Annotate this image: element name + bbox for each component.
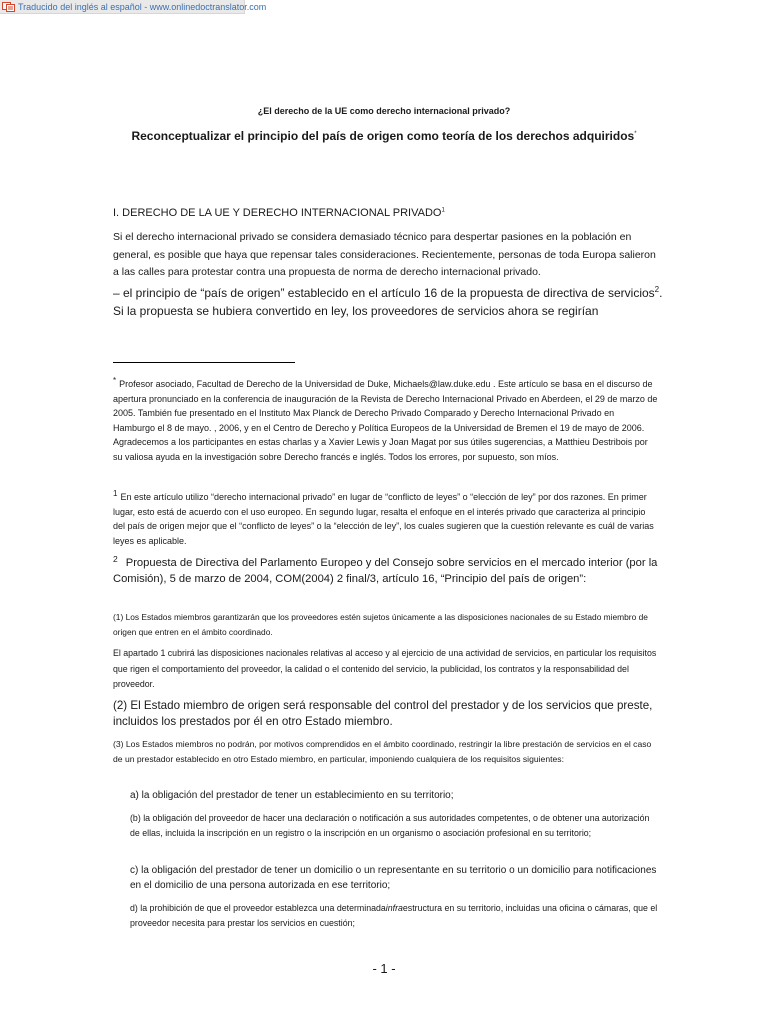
- requirement-item-b: (b) la obligación del proveedor de hacer una declaración o notificación a sus autoridades competentes, o de obtener una autorización de ellas, incluida la inscripción en un registro o la inscripción en un organismo o asociación profesional en su territorio;: [130, 813, 650, 839]
- footnote-1-mark: 1: [113, 489, 118, 498]
- document-subtitle: [0, 129, 768, 143]
- footnote-2-text: Propuesta de Directiva del Parlamento Europeo y del Consejo sobre servicios en el mercado interior (por la Comisión), 5 de marzo de 2004, COM(2004) 2 final/3, artículo 16, “Principio del país de origen”:: [113, 557, 658, 585]
- article-paragraph-3: (3) Los Estados miembros no podrán, por motivos comprendidos en el ámbito coordinado, restringir la libre prestación de servicios en el caso de un prestador establecido en otro Estado miembro, en particular, imponiendo cualquiera de los requisitos siguientes:: [113, 739, 652, 765]
- body-large-text: – el principio de “país de origen” establecido en el artículo 16 de la propuesta de directiva de servicios: [113, 286, 655, 300]
- subtitle-text: Reconceptualizar el principio del país de origen como teoría de los derechos adquiridos: [131, 129, 635, 143]
- footnote-author-text: Profesor asociado, Facultad de Derecho de la Universidad de Duke, Michaels@law.duke.edu . Este artículo se basa en el discurso de apertura pronunciado en la conferencia de inauguración de la Revista de Derecho Internacional Privado en Aberdeen, el 29 de marzo de 2005. También fue presentado en el Instituto Max Planck de Derecho Privado Comparado y Derecho Internacional Privado en Hamburgo el 8 de mayo. , 2006, y en el Centro de Derecho y Política Europeos de la Universidad de Bremen el 19 de mayo de 2006. Agradecemos a los participantes en estas charlas y a Xavier Lewis y Joan Magat por sus útiles sugerencias, a Matthieu Destribois por su valiosa ayuda en la investigación sobre Derecho francés e inglés. Todos los errores, por supuesto, son míos.: [113, 379, 658, 462]
- section-heading: [113, 207, 445, 219]
- footnote-divider: [113, 362, 295, 363]
- body-paragraph: Si el derecho internacional privado se considera demasiado técnico para despertar pasiones en la población en general, es posible que haya que repensar tales consideraciones. Recientemente, personas de toda Europa salieron a las calles para protestar contra una propuesta de norma de derecho internacional privado.: [113, 231, 656, 279]
- heading-footnote-mark[interactable]: 1: [441, 207, 445, 214]
- footnote-star-mark: *: [113, 376, 117, 385]
- footnote-1: [113, 487, 658, 548]
- translator-link[interactable]: Traducido del inglés al español - www.onlinedoctranslator.com: [18, 1, 267, 12]
- section-heading-text: I. DERECHO DE LA UE Y DERECHO INTERNACIONAL PRIVADO: [113, 207, 442, 219]
- item-d-text-end: estructura en su territorio, incluidas una oficina o cámaras, que el proveedor necesita para prestar los servicios en cuestión;: [130, 903, 658, 929]
- footnote-1-text: En este artículo utilizo “derecho internacional privado” en lugar de “conflicto de leyes” o “elección de ley” por dos razones. En primer lugar, esto está de acuerdo con el uso europeo. En segundo lugar, resalta el enfoque en el interés privado que caracteriza al principio del país de origen mejor que el “conflicto de leyes” o la “elección de ley”, los cuales sugieren que la cuestión relevante es cuál de varias leyes es aplicable.: [113, 492, 654, 546]
- article-paragraph-1-detail: El apartado 1 cubrirá las disposiciones nacionales relativas al acceso y al ejercicio de una actividad de servicios, en particular los requisitos que rigen el comportamiento del proveedor, la calidad o el contenido del servicio, la publicidad, los contratos y la responsabilidad del proveedor.: [113, 648, 657, 689]
- item-d-italic: infra: [385, 903, 403, 913]
- document-title: ¿El derecho de la UE como derecho internacional privado?: [257, 106, 511, 116]
- page-number: - 1 -: [372, 961, 396, 976]
- requirement-item-d: [130, 901, 658, 931]
- article-paragraph-2: (2) El Estado miembro de origen será responsable del control del prestador y de los servicios que preste, incluidos los prestados por él en otro Estado miembro.: [113, 699, 653, 728]
- subtitle-footnote-mark[interactable]: *: [634, 131, 637, 137]
- body-large-text-end: . Si la propuesta se hubiera convertido en ley, los proveedores de servicios ahora se regirían: [113, 286, 663, 318]
- requirement-item-c: c) la obligación del prestador de tener un domicilio o un representante en su territorio o un domicilio para notificaciones en el domicilio de una persona autorizada en ese territorio;: [130, 865, 657, 891]
- body-paragraph-continued: [113, 281, 673, 320]
- footnote-2-mark: 2: [113, 554, 118, 564]
- footnote-author: [113, 374, 658, 465]
- body-footnote-mark[interactable]: 2: [654, 285, 660, 294]
- requirement-item-a: a) la obligación del prestador de tener un establecimiento en su territorio;: [130, 790, 454, 801]
- article-paragraph-1: (1) Los Estados miembros garantizarán que los proveedores estén sujetos únicamente a las disposiciones nacionales de su Estado miembro de origen que entren en el ámbito coordinado.: [113, 612, 648, 637]
- footnote-2: [113, 552, 658, 587]
- item-d-text-start: d) la prohibición de que el proveedor establezca una determinada: [130, 903, 386, 913]
